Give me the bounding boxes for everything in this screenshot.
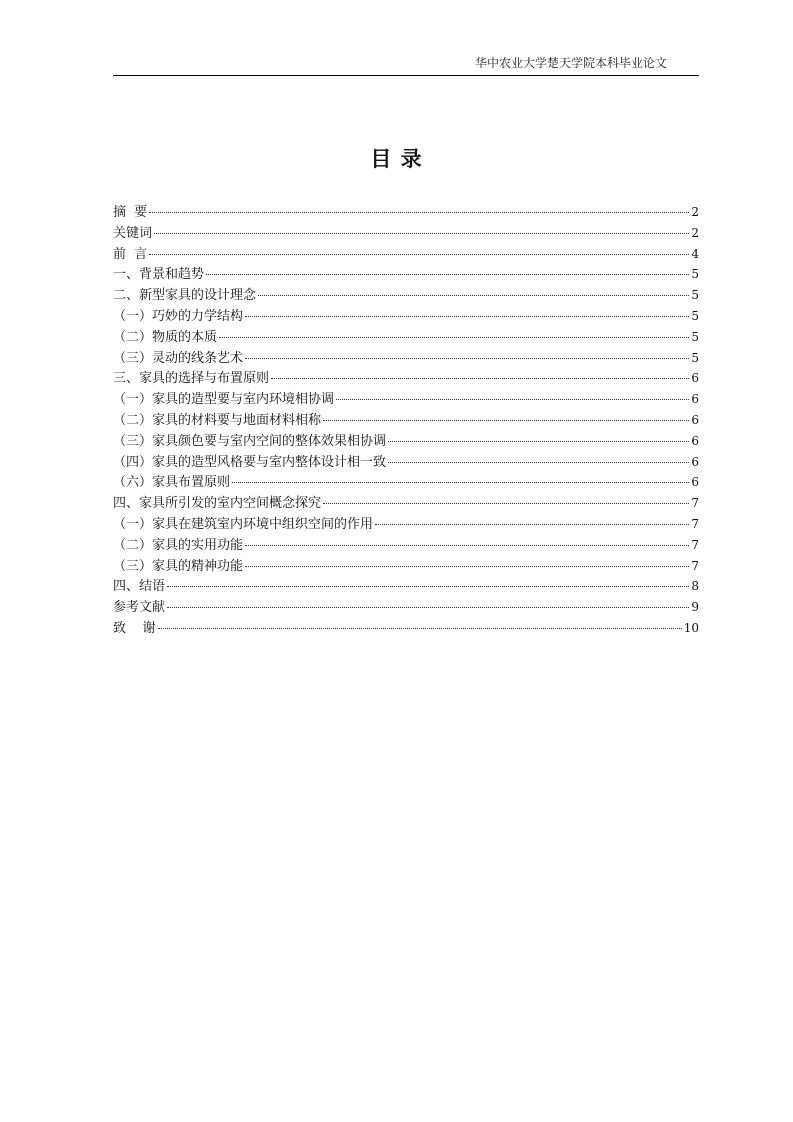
toc-entry[interactable] <box>113 244 699 265</box>
toc-dot-leader <box>388 462 689 463</box>
toc-dot-leader <box>149 212 689 213</box>
toc-entry-title: 四、结语 <box>113 579 166 595</box>
toc-entry-page: 5 <box>691 308 699 323</box>
toc-entry-title: 前 言 <box>113 246 148 262</box>
toc-dot-leader <box>167 607 689 608</box>
toc-entry-title: 四、家具所引发的室内空间概念探究 <box>113 496 322 512</box>
toc-entry-title: （一）巧妙的力学结构 <box>113 308 244 324</box>
toc-entry-page: 7 <box>691 537 699 552</box>
toc-entry-page: 10 <box>683 620 699 635</box>
toc-entry-page: 7 <box>691 496 699 511</box>
toc-entry-title: （三）家具的精神功能 <box>113 558 244 574</box>
toc-entry-title: 二、新型家具的设计理念 <box>113 288 257 304</box>
toc-dot-leader <box>149 254 689 255</box>
toc-entry-page: 5 <box>691 350 699 365</box>
toc-entry-title: 致 谢 <box>113 620 156 636</box>
toc-entry-title: 三、家具的选择与布置原则 <box>113 371 270 387</box>
toc-dot-leader <box>232 482 689 483</box>
toc-entry[interactable] <box>113 264 699 285</box>
toc-entry[interactable] <box>113 618 699 639</box>
toc-entry-page: 2 <box>691 205 699 219</box>
toc-dot-leader <box>271 378 689 379</box>
toc-entry-title: （二）家具的材料要与地面材料相称 <box>113 412 322 428</box>
toc-entry-page: 2 <box>691 225 699 240</box>
toc-entry-page: 8 <box>691 579 699 594</box>
toc-entry-page: 5 <box>691 288 699 303</box>
toc-entry-title: （一）家具的造型要与室内环境相协调 <box>113 392 335 408</box>
toc-entry[interactable] <box>113 452 699 473</box>
toc-entry-title: 关键词 <box>113 225 153 241</box>
toc-entry-page: 5 <box>691 267 699 282</box>
toc-dot-leader <box>158 628 682 629</box>
toc-entry-title: （三）灵动的线条艺术 <box>113 350 244 366</box>
toc-entry-page: 6 <box>691 433 699 448</box>
toc-entry-page: 5 <box>691 329 699 344</box>
toc-entry[interactable] <box>113 576 699 597</box>
toc-entry-title: 参考文献 <box>113 600 166 616</box>
toc-entry[interactable] <box>113 410 699 431</box>
toc-dot-leader <box>336 399 689 400</box>
toc-entry-page: 7 <box>691 558 699 573</box>
toc-entry[interactable] <box>113 285 699 306</box>
toc-entry[interactable] <box>113 493 699 514</box>
header-text: 华中农业大学楚天学院本科毕业论文 <box>474 56 667 70</box>
toc-entry[interactable] <box>113 389 699 410</box>
toc-entry-page: 6 <box>691 454 699 469</box>
toc-entry[interactable] <box>113 202 699 223</box>
toc-entry[interactable] <box>113 556 699 577</box>
toc-entry[interactable] <box>113 535 699 556</box>
toc-dot-leader <box>245 566 689 567</box>
toc-dot-leader <box>219 337 689 338</box>
toc-entry[interactable] <box>113 472 699 493</box>
toc-dot-leader <box>206 274 689 275</box>
toc-entry-page: 6 <box>691 475 699 490</box>
toc-entry[interactable] <box>113 597 699 618</box>
toc-entry[interactable] <box>113 348 699 369</box>
toc-entry[interactable] <box>113 431 699 452</box>
toc-entry-title: （一）家具在建筑室内环境中组织空间的作用 <box>113 516 374 532</box>
toc-dot-leader <box>167 586 689 587</box>
toc-entry-title: （四）家具的造型风格要与室内整体设计相一致 <box>113 454 387 470</box>
toc-entry[interactable] <box>113 327 699 348</box>
toc-dot-leader <box>245 316 689 317</box>
toc-entry[interactable] <box>113 368 699 389</box>
page-title: 目 录 <box>370 147 423 171</box>
toc-entry-page: 9 <box>691 600 699 615</box>
toc-dot-leader <box>245 545 689 546</box>
toc-dot-leader <box>245 358 689 359</box>
toc-entry-title: （二）物质的本质 <box>113 329 218 345</box>
toc-entry-title: 一、背景和趋势 <box>113 267 205 283</box>
toc-entry-title: （二）家具的实用功能 <box>113 537 244 553</box>
toc-entry-page: 6 <box>691 392 699 407</box>
toc-entry-page: 7 <box>691 516 699 531</box>
table-of-contents <box>113 202 699 639</box>
page-header <box>113 55 699 76</box>
toc-entry-title: （六）家具布置原则 <box>113 475 231 491</box>
toc-dot-leader <box>375 524 689 525</box>
toc-entry-page: 6 <box>691 412 699 427</box>
toc-dot-leader <box>323 503 689 504</box>
toc-entry-page: 6 <box>691 371 699 386</box>
toc-entry-page: 4 <box>691 246 699 261</box>
toc-entry[interactable] <box>113 306 699 327</box>
toc-dot-leader <box>258 295 689 296</box>
toc-entry[interactable] <box>113 514 699 535</box>
toc-entry-title: （三）家具颜色要与室内空间的整体效果相协调 <box>113 433 387 449</box>
toc-dot-leader <box>154 233 689 234</box>
toc-dot-leader <box>323 420 689 421</box>
toc-entry-title: 摘 要 <box>113 205 148 220</box>
toc-dot-leader <box>388 441 689 442</box>
toc-entry[interactable] <box>113 223 699 244</box>
